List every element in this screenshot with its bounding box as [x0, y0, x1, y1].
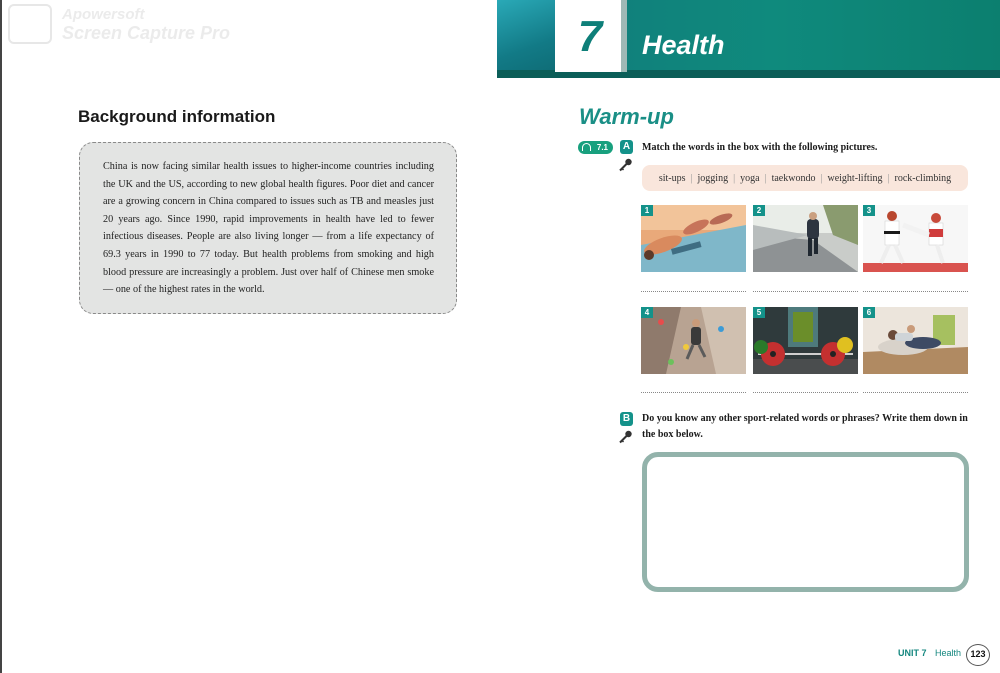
picture-4-rock-climbing [641, 307, 746, 374]
word-box: sit-ups | jogging | yoga | taekwondo | weight-lifting | rock-climbing [642, 165, 968, 191]
word-item: weight-lifting [827, 172, 883, 184]
answer-line-3[interactable] [863, 291, 968, 292]
left-page [0, 0, 497, 673]
word-item: taekwondo [771, 172, 816, 184]
picture-number: 4 [641, 307, 653, 318]
word-item: yoga [740, 172, 760, 184]
answer-line-6[interactable] [863, 392, 968, 393]
picture-1-yoga [641, 205, 746, 272]
exercise-b-badge: B [620, 412, 633, 426]
background-info-box [79, 142, 457, 314]
audio-track-badge[interactable] [578, 141, 613, 154]
exercise-b-instruction: Do you know any other sport-related words or phrases? Write them down in the box below. [642, 413, 968, 440]
yoga-photo-icon [641, 205, 746, 272]
answer-line-1[interactable] [641, 291, 746, 292]
background-heading: Background information [78, 107, 276, 126]
answer-line-2[interactable] [753, 291, 858, 292]
picture-5-weight-lifting [753, 307, 858, 374]
taekwondo-photo-icon [863, 205, 968, 272]
key-icon [618, 158, 633, 172]
picture-number: 3 [863, 205, 875, 216]
watermark [8, 4, 248, 44]
watermark-line-2: Screen Capture Pro [62, 23, 231, 43]
word-item: jogging [697, 172, 729, 184]
right-page [497, 0, 1000, 673]
warmup-heading: Warm-up [579, 104, 674, 129]
weight-lifting-photo-icon [753, 307, 858, 374]
footer-topic: Health [935, 648, 962, 658]
picture-3-taekwondo [863, 205, 968, 272]
rock-climbing-photo-icon [641, 307, 746, 374]
watermark-logo-icon [8, 4, 52, 44]
answer-line-4[interactable] [641, 392, 746, 393]
page-number: 123 [966, 644, 990, 666]
key-icon [618, 430, 633, 444]
picture-number: 6 [863, 307, 875, 318]
unit-banner [497, 0, 1000, 78]
picture-number: 5 [753, 307, 765, 318]
exercise-a-instruction: Match the words in the box with the following pictures. [642, 142, 878, 153]
page-footer [898, 648, 961, 658]
word-item: sit-ups [658, 172, 686, 184]
picture-6-sit-ups [863, 307, 968, 374]
answer-line-5[interactable] [753, 392, 858, 393]
word-item: rock-climbing [894, 172, 952, 184]
background-info-text: China is now facing similar health issues to higher-income countries including the UK and the US, according to new global health figures. Poor diet and cancer are a growing concern in China compared to issues such as TB and measles just 20 years ago. Since 1990, rapid improvements in health have led to fewer infectious diseases. People are also living longer — from a life expectancy of 69.3 years in 1990 to 77 today. But health problems from smoking and high blood pressure are increasingly a problem. Just over half of Chinese men smoke — one of the highest rates in the world. [103, 161, 434, 296]
picture-number: 1 [641, 205, 653, 216]
headphones-icon [582, 143, 591, 151]
audio-track-number: 7.1 [596, 143, 608, 152]
unit-number: 7 [577, 12, 603, 61]
jogging-photo-icon [753, 205, 858, 272]
sit-ups-photo-icon [863, 307, 968, 374]
banner-wave-decoration [497, 0, 557, 78]
picture-2-jogging [753, 205, 858, 272]
unit-title: Health [642, 30, 725, 60]
answer-box[interactable] [642, 452, 969, 592]
footer-unit: UNIT 7 [898, 648, 927, 658]
exercise-a-badge: A [620, 140, 633, 154]
picture-number: 2 [753, 205, 765, 216]
watermark-line-1: Apowersoft [62, 6, 145, 23]
